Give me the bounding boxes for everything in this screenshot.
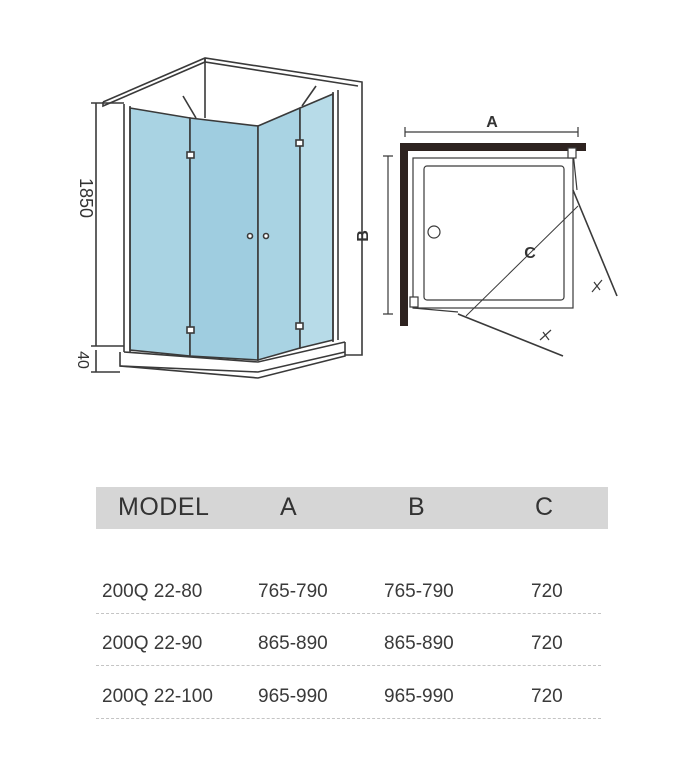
cell-c: 720	[531, 581, 563, 602]
row-divider	[96, 665, 601, 666]
cell-model: 200Q 22-80	[102, 581, 203, 602]
plan-view	[383, 127, 617, 356]
swing-arrow-bottom	[540, 330, 551, 340]
right-door-swing	[573, 190, 617, 296]
cell-a: 965-990	[258, 686, 328, 707]
cell-c: 720	[531, 686, 563, 707]
wall-top	[400, 143, 586, 151]
dim-a-label: A	[486, 114, 498, 131]
perspective-view	[91, 58, 362, 378]
swing-arrow-right	[592, 280, 602, 292]
drain-plan	[428, 226, 440, 238]
hinge-top-right	[296, 140, 303, 146]
header-model: MODEL	[118, 493, 210, 521]
dim-b-label: B	[355, 230, 372, 242]
cell-b: 765-790	[384, 581, 454, 602]
table-row	[96, 633, 608, 683]
cell-b: 865-890	[384, 633, 454, 654]
row-divider	[96, 613, 601, 614]
knob-right	[264, 234, 269, 239]
cell-a: 865-890	[258, 633, 328, 654]
row-divider	[96, 718, 601, 719]
post-bl	[410, 297, 418, 307]
leader-left	[183, 96, 196, 118]
left-post	[124, 104, 130, 352]
header-a: A	[280, 493, 298, 521]
tray-outline-plan	[413, 158, 573, 308]
glass-right-outer	[300, 94, 333, 348]
cell-a: 765-790	[258, 581, 328, 602]
wall-left	[400, 143, 408, 326]
header-c: C	[535, 493, 554, 521]
height-label: 1850	[76, 177, 96, 219]
hinge-top-left	[187, 152, 194, 158]
dim-c-label: C	[524, 245, 536, 262]
glass-left-inner	[190, 118, 258, 360]
cell-c: 720	[531, 633, 563, 654]
cell-b: 965-990	[384, 686, 454, 707]
header-b: B	[408, 493, 426, 521]
bottom-door-swing	[458, 314, 563, 356]
table-row	[96, 581, 608, 631]
table-row	[96, 686, 608, 736]
cell-model: 200Q 22-100	[102, 686, 213, 707]
right-post	[333, 90, 338, 342]
table-header	[96, 487, 608, 529]
knob-left	[248, 234, 253, 239]
glass-left-outer	[130, 108, 190, 356]
hinge-bottom-right	[296, 323, 303, 329]
post-br	[568, 148, 576, 158]
cell-model: 200Q 22-90	[102, 633, 203, 654]
bottom-glass-plan	[413, 308, 458, 312]
hinge-bottom-left	[187, 327, 194, 333]
base-label: 40	[74, 351, 91, 369]
tray-inner-plan	[424, 166, 564, 300]
